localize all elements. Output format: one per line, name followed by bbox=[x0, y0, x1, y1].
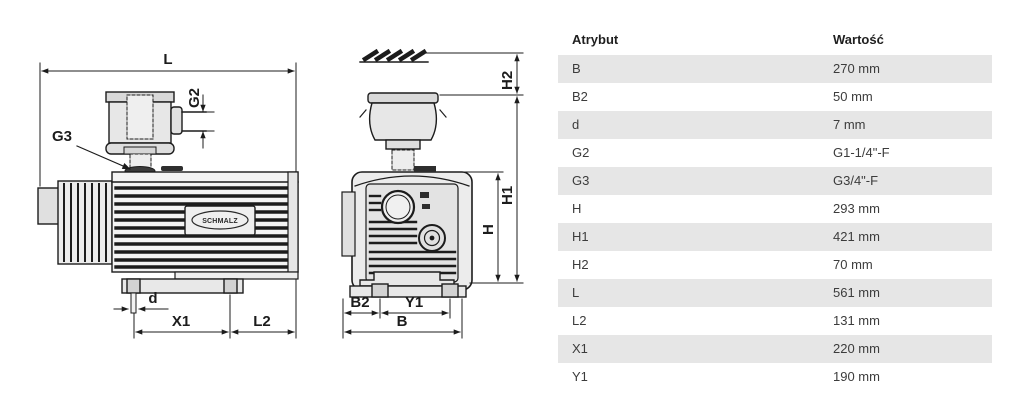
table-row bbox=[558, 307, 992, 335]
attribute-cell: X1 bbox=[572, 341, 588, 356]
header-attribute: Atrybut bbox=[572, 32, 619, 47]
front-view bbox=[342, 52, 523, 338]
value-cell: G1-1/4"-F bbox=[833, 145, 890, 160]
sight-glass bbox=[382, 191, 414, 223]
attribute-cell: H1 bbox=[572, 229, 589, 244]
attribute-cell: Y1 bbox=[572, 369, 588, 384]
dim-label-H2: H2 bbox=[499, 70, 516, 90]
value-cell: 270 mm bbox=[833, 61, 880, 76]
value-cell: 220 mm bbox=[833, 341, 880, 356]
value-cell: 190 mm bbox=[833, 369, 880, 384]
attribute-cell: G2 bbox=[572, 145, 590, 160]
attribute-cell: H bbox=[572, 201, 582, 216]
dim-label-L: L bbox=[163, 51, 173, 68]
dim-label-G2: G2 bbox=[186, 87, 203, 108]
dim-H1 bbox=[470, 97, 523, 283]
table-row bbox=[558, 279, 992, 307]
dim-label-Y1: Y1 bbox=[404, 294, 424, 311]
dim-L2 bbox=[232, 313, 294, 332]
table-row bbox=[558, 251, 992, 279]
dim-label-L2: L2 bbox=[253, 313, 271, 330]
table-row bbox=[558, 195, 992, 223]
value-cell: G3/4"-F bbox=[833, 173, 879, 188]
table-row bbox=[558, 363, 992, 391]
header-value: Wartość bbox=[833, 32, 884, 47]
dim-H2 bbox=[424, 53, 523, 95]
table-row bbox=[558, 223, 992, 251]
side-view bbox=[38, 51, 298, 338]
attribute-table-body bbox=[558, 55, 992, 391]
dim-label-H1: H1 bbox=[499, 185, 516, 205]
exhaust-spiral-icon bbox=[360, 52, 428, 62]
motor bbox=[38, 181, 112, 264]
value-cell: 70 mm bbox=[833, 257, 873, 272]
dim-label-H: H bbox=[480, 224, 497, 235]
attribute-cell: B bbox=[572, 61, 581, 76]
brand-logo-text: SCHMALZ bbox=[202, 218, 238, 225]
dim-label-d: d bbox=[148, 290, 158, 307]
table-row bbox=[558, 139, 992, 167]
attribute-cell: H2 bbox=[572, 257, 589, 272]
dim-label-B2: B2 bbox=[350, 294, 370, 311]
attribute-cell: L2 bbox=[572, 313, 587, 328]
table-row bbox=[558, 335, 992, 363]
table-row bbox=[558, 111, 992, 139]
value-cell: 7 mm bbox=[833, 117, 866, 132]
filter-canister-front bbox=[360, 93, 446, 170]
value-cell: 293 mm bbox=[833, 201, 880, 216]
dim-label-B: B bbox=[396, 313, 408, 330]
table-row bbox=[558, 167, 992, 195]
dim-B2 bbox=[343, 294, 380, 338]
value-cell: 421 mm bbox=[833, 229, 880, 244]
table-row bbox=[558, 83, 992, 111]
dim-G2 bbox=[184, 88, 214, 148]
attribute-table-header bbox=[558, 25, 992, 55]
dim-label-X1: X1 bbox=[171, 313, 191, 330]
attribute-cell: d bbox=[572, 117, 580, 132]
dim-label-G3: G3 bbox=[51, 128, 73, 145]
value-cell: 561 mm bbox=[833, 285, 880, 300]
table-row bbox=[558, 55, 992, 83]
value-cell: 131 mm bbox=[833, 313, 880, 328]
value-cell: 50 mm bbox=[833, 89, 873, 104]
attribute-cell: L bbox=[572, 285, 580, 300]
attribute-cell: G3 bbox=[572, 173, 590, 188]
attribute-cell: B2 bbox=[572, 89, 588, 104]
attribute-table bbox=[558, 25, 992, 391]
mounting-foot bbox=[122, 279, 243, 313]
logo-plate bbox=[185, 206, 255, 235]
